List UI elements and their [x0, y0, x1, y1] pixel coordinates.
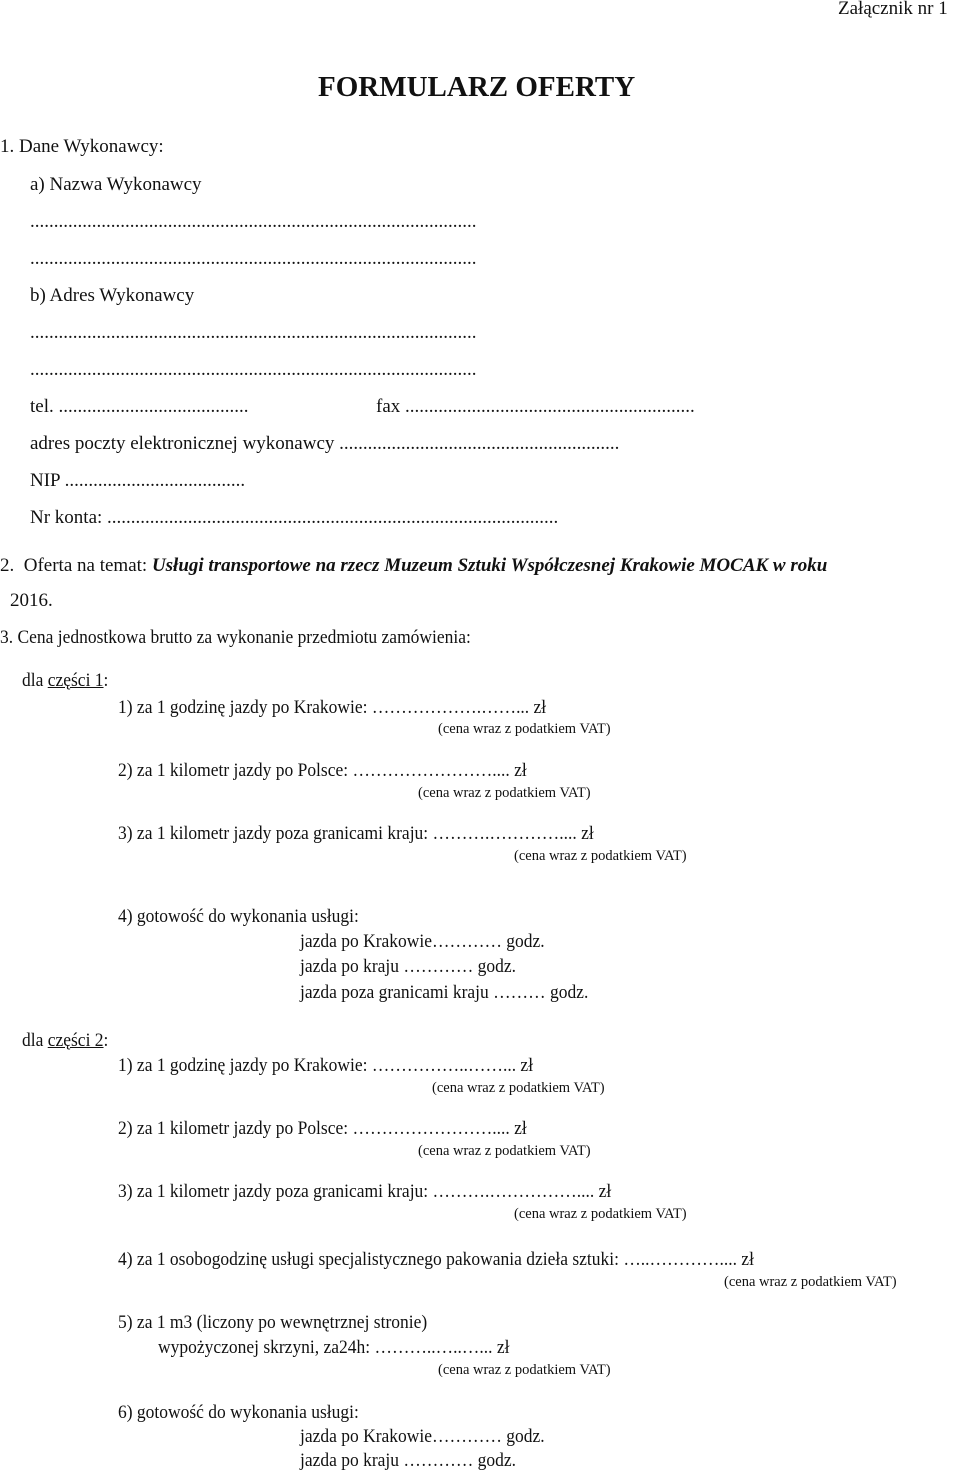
contractor-name-field-2[interactable]: .............................................................................................. — [30, 248, 477, 269]
vat-note: (cena wraz z podatkiem VAT) — [724, 1274, 897, 1290]
section2-prefix: Oferta na temat: — [23, 555, 152, 576]
section3-heading: 3. Cena jednostkowa brutto za wykonanie przedmiotu zamówienia: — [0, 627, 471, 648]
section2-number: 2. — [0, 555, 15, 576]
vat-note: (cena wraz z podatkiem VAT) — [418, 1143, 591, 1159]
offer-year: 2016. — [10, 590, 53, 611]
part2-label: dla części 2: — [22, 1030, 109, 1051]
account-number-field[interactable]: Nr konta: ............................................................................................... — [30, 507, 559, 528]
email-field[interactable]: adres poczty elektronicznej wykonawcy ........................................................... — [30, 433, 620, 454]
part1-readiness-abroad[interactable]: jazda poza granicami kraju ……… godz. — [300, 982, 589, 1003]
page-title: FORMULARZ OFERTY — [318, 71, 636, 103]
vat-note: (cena wraz z podatkiem VAT) — [514, 1206, 687, 1222]
section2-heading — [0, 555, 827, 577]
vat-note: (cena wraz z podatkiem VAT) — [432, 1080, 605, 1096]
part2-readiness-country[interactable]: jazda po kraju ………… godz. — [300, 1450, 517, 1471]
part2-price-packing[interactable]: 4) za 1 osobogodzinę usługi specjalistycznego pakowania dzieła sztuki: …..………….... zł — [118, 1249, 754, 1270]
part1-readiness-title: 4) gotowość do wykonania usługi: — [118, 906, 359, 927]
part1-price-km-abroad[interactable]: 3) za 1 kilometr jazdy poza granicami kraju: ……….………….... zł — [118, 823, 594, 844]
fax-field[interactable]: fax ............................................................. — [376, 396, 695, 417]
nip-field[interactable]: NIP ...................................... — [30, 470, 246, 491]
phone-field[interactable]: tel. ........................................ — [30, 396, 249, 417]
part1-readiness-krakow[interactable]: jazda po Krakowie………… godz. — [300, 931, 545, 952]
part2-readiness-title: 6) gotowość do wykonania usługi: — [118, 1402, 359, 1423]
contractor-address-field-2[interactable]: .............................................................................................. — [30, 359, 477, 380]
vat-note: (cena wraz z podatkiem VAT) — [438, 721, 611, 737]
offer-subject: Usługi transportowe na rzecz Muzeum Sztuki Współczesnej Krakowie MOCAK w roku — [151, 555, 828, 576]
contractor-name-label: a) Nazwa Wykonawcy — [30, 174, 202, 195]
part2-crate-rental-line1: 5) za 1 m3 (liczony po wewnętrznej stronie) — [118, 1312, 428, 1333]
vat-note: (cena wraz z podatkiem VAT) — [438, 1362, 611, 1378]
contractor-address-label: b) Adres Wykonawcy — [30, 285, 195, 306]
contractor-address-field[interactable]: .............................................................................................. — [30, 322, 477, 343]
vat-note: (cena wraz z podatkiem VAT) — [418, 785, 591, 801]
part2-crate-rental-price[interactable]: wypożyczonej skrzyni, za24h: ………..…..…... zł — [158, 1337, 510, 1358]
part1-price-km-poland[interactable]: 2) za 1 kilometr jazdy po Polsce: …………………….... zł — [118, 760, 527, 781]
part1-price-hour-krakow[interactable]: 1) za 1 godzinę jazdy po Krakowie: ……………….……... zł — [118, 697, 547, 718]
attachment-label: Załącznik nr 1 — [838, 0, 948, 19]
part1-readiness-country[interactable]: jazda po kraju ………… godz. — [300, 956, 517, 977]
part2-price-hour-krakow[interactable]: 1) za 1 godzinę jazdy po Krakowie: ……………..……... zł — [118, 1055, 534, 1076]
part1-label: dla części 1: — [22, 670, 109, 691]
part2-price-km-abroad[interactable]: 3) za 1 kilometr jazdy poza granicami kraju: ……….…………….... zł — [118, 1181, 612, 1202]
contractor-name-field[interactable]: .............................................................................................. — [30, 211, 477, 232]
part2-price-km-poland[interactable]: 2) za 1 kilometr jazdy po Polsce: …………………….... zł — [118, 1118, 527, 1139]
part2-readiness-krakow[interactable]: jazda po Krakowie………… godz. — [300, 1426, 545, 1447]
vat-note: (cena wraz z podatkiem VAT) — [514, 848, 687, 864]
section1-heading: 1. Dane Wykonawcy: — [0, 136, 164, 157]
